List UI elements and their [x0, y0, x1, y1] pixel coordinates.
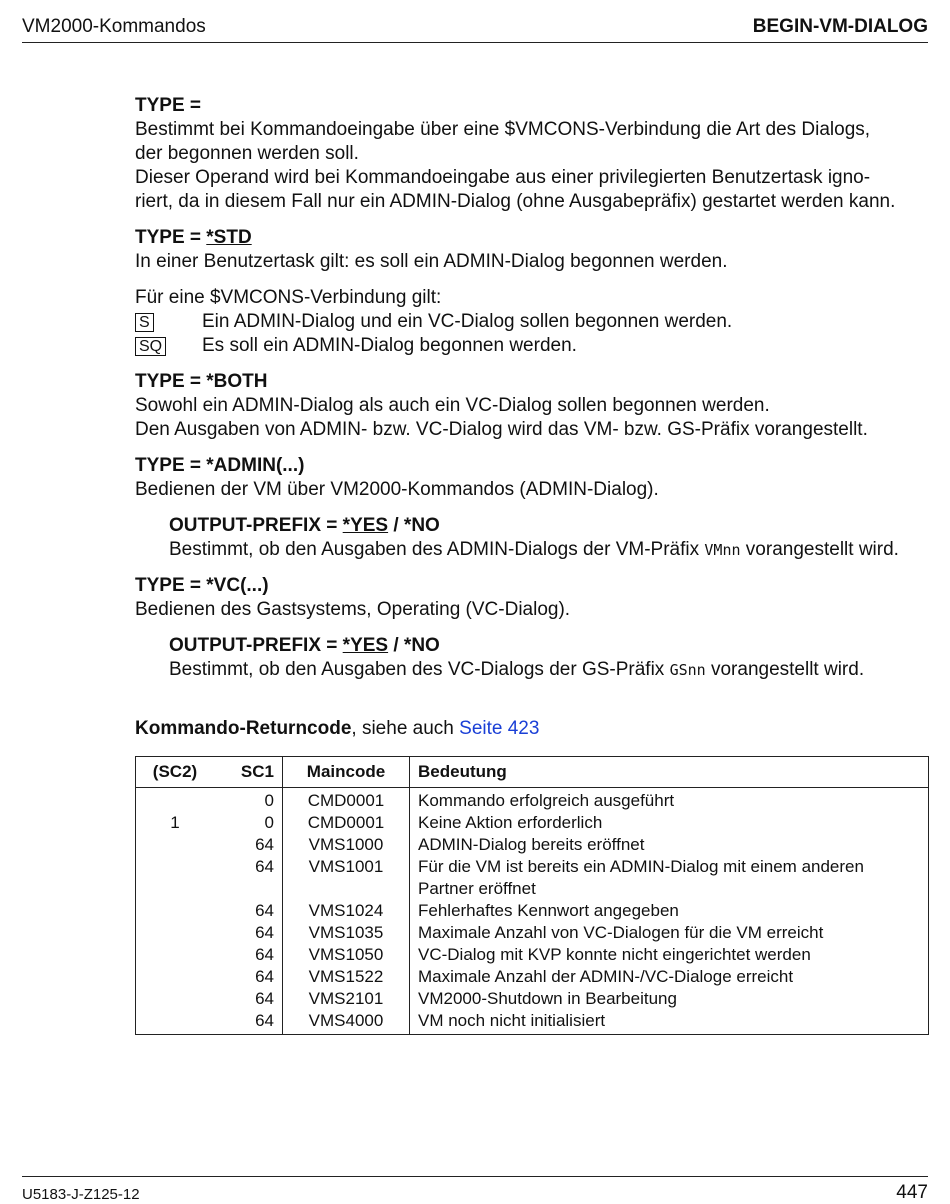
cell-sc2: [136, 878, 215, 900]
cell-bedeutung: ADMIN-Dialog bereits eröffnet: [410, 834, 929, 856]
header-command: BEGIN-VM-DIALOG: [752, 16, 928, 37]
cell-sc2: [136, 922, 215, 944]
page-header: [22, 16, 928, 43]
table-row: [136, 788, 929, 813]
cell-bedeutung: Keine Aktion erforderlich: [410, 812, 929, 834]
key-s-row: [135, 310, 935, 334]
cell-sc1: 64: [214, 944, 283, 966]
cell-maincode: VMS1000: [283, 834, 410, 856]
cell-sc2: [136, 788, 215, 813]
cell-bedeutung: Kommando erfolgreich ausgeführt: [410, 788, 929, 813]
cell-sc1: 64: [214, 1010, 283, 1035]
table-row: [136, 988, 929, 1010]
std-line-1: In einer Benutzertask gilt: es soll ein ADMIN-Dialog begonnen werden.: [135, 251, 728, 272]
type-line-1: Bestimmt bei Kommandoeingabe über eine $VMCONS-Verbindung die Art des Dialogs,: [135, 119, 871, 140]
cell-sc2: [136, 988, 215, 1010]
table-row: [136, 900, 929, 922]
key-s-text: Ein ADMIN-Dialog und ein VC-Dialog sollen begonnen werden.: [202, 311, 733, 332]
key-sq: SQ: [135, 338, 167, 355]
cell-maincode: VMS1024: [283, 900, 410, 922]
cell-maincode: VMS4000: [283, 1010, 410, 1035]
operand-type-vc: TYPE = *VC(...): [135, 575, 269, 596]
cell-bedeutung: Fehlerhaftes Kennwort angegeben: [410, 900, 929, 922]
cell-bedeutung: Maximale Anzahl von VC-Dialogen für die VM erreicht: [410, 922, 929, 944]
cell-maincode: VMS1050: [283, 944, 410, 966]
cell-sc1: 64: [214, 834, 283, 856]
operand-type-both: TYPE = *BOTH: [135, 371, 268, 392]
operand-type: TYPE =: [135, 95, 201, 116]
cell-maincode: CMD0001: [283, 812, 410, 834]
admin-output-prefix-desc: Bestimmt, ob den Ausgaben des ADMIN-Dialogs der VM-Präfix VMnn vorangestellt wird.: [169, 539, 899, 560]
header-chapter: VM2000-Kommandos: [22, 16, 206, 37]
table-row: [136, 878, 929, 900]
key-sq-text: Es soll ein ADMIN-Dialog begonnen werden.: [202, 335, 577, 356]
cell-maincode: VMS1035: [283, 922, 410, 944]
vc-line: Bedienen des Gastsystems, Operating (VC-Dialog).: [135, 599, 571, 620]
admin-line: Bedienen der VM über VM2000-Kommandos (ADMIN-Dialog).: [135, 479, 659, 500]
vc-output-prefix-desc: Bestimmt, ob den Ausgaben des VC-Dialogs der GS-Präfix GSnn vorangestellt wird.: [169, 659, 865, 680]
cell-maincode: VMS1522: [283, 966, 410, 988]
cell-sc2: [136, 834, 215, 856]
page-number: 447: [896, 1182, 928, 1203]
operand-type-admin: TYPE = *ADMIN(...): [135, 455, 305, 476]
page-footer: [22, 1176, 928, 1203]
operand-type-std: TYPE = *STD: [135, 227, 252, 248]
cell-sc2: [136, 900, 215, 922]
cell-sc1: 0: [214, 788, 283, 813]
col-maincode: Maincode: [283, 757, 410, 788]
col-sc1: SC1: [214, 757, 283, 788]
admin-output-prefix: OUTPUT-PREFIX = *YES / *NO: [169, 515, 440, 536]
cell-bedeutung: VC-Dialog mit KVP konnte nicht eingerichtet werden: [410, 944, 929, 966]
cell-bedeutung: Maximale Anzahl der ADMIN-/VC-Dialoge erreicht: [410, 966, 929, 988]
cell-sc1: 64: [214, 966, 283, 988]
cell-sc1: 64: [214, 922, 283, 944]
cell-sc2: 1: [136, 812, 215, 834]
table-row: [136, 944, 929, 966]
cell-sc1: 64: [214, 900, 283, 922]
vc-output-prefix: OUTPUT-PREFIX = *YES / *NO: [169, 635, 440, 656]
both-line-2: Den Ausgaben von ADMIN- bzw. VC-Dialog wird das VM- bzw. GS-Präfix vorangestellt.: [135, 419, 868, 440]
type-line-2: der begonnen werden soll.: [135, 143, 359, 164]
returncode-table: [135, 756, 929, 1035]
cell-sc1: [214, 878, 283, 900]
cell-sc1: 64: [214, 856, 283, 878]
cell-maincode: VMS1001: [283, 856, 410, 878]
cell-sc2: [136, 856, 215, 878]
table-row: [136, 1010, 929, 1035]
cell-sc2: [136, 966, 215, 988]
cell-bedeutung: Partner eröffnet: [410, 878, 929, 900]
page-link[interactable]: Seite 423: [459, 718, 540, 739]
cell-maincode: CMD0001: [283, 788, 410, 813]
std-line-2: Für eine $VMCONS-Verbindung gilt:: [135, 287, 442, 308]
cell-bedeutung: VM noch nicht initialisiert: [410, 1010, 929, 1035]
cell-maincode: VMS2101: [283, 988, 410, 1010]
table-row: [136, 856, 929, 878]
cell-sc2: [136, 1010, 215, 1035]
operand-description: [135, 94, 935, 682]
cell-bedeutung: VM2000-Shutdown in Bearbeitung: [410, 988, 929, 1010]
returncode-heading: Kommando-Returncode, siehe auch Seite 423: [135, 718, 540, 739]
both-line-1: Sowohl ein ADMIN-Dialog als auch ein VC-Dialog sollen begonnen werden.: [135, 395, 770, 416]
cell-sc1: 64: [214, 988, 283, 1010]
cell-sc1: 0: [214, 812, 283, 834]
cell-bedeutung: Für die VM ist bereits ein ADMIN-Dialog mit einem anderen: [410, 856, 929, 878]
key-sq-row: [135, 334, 935, 358]
col-sc2: (SC2): [136, 757, 215, 788]
footer-docid: U5183-J-Z125-12: [22, 1186, 140, 1203]
table-row: [136, 834, 929, 856]
col-bedeutung: Bedeutung: [410, 757, 929, 788]
cell-maincode: [283, 878, 410, 900]
table-row: [136, 922, 929, 944]
cell-sc2: [136, 944, 215, 966]
table-row: [136, 812, 929, 834]
key-s: S: [135, 314, 167, 331]
table-row: [136, 966, 929, 988]
type-line-3: Dieser Operand wird bei Kommandoeingabe aus einer privilegierten Benutzertask igno-: [135, 167, 871, 188]
type-line-4: riert, da in diesem Fall nur ein ADMIN-Dialog (ohne Ausgabepräfix) gestartet werden kann.: [135, 191, 896, 212]
